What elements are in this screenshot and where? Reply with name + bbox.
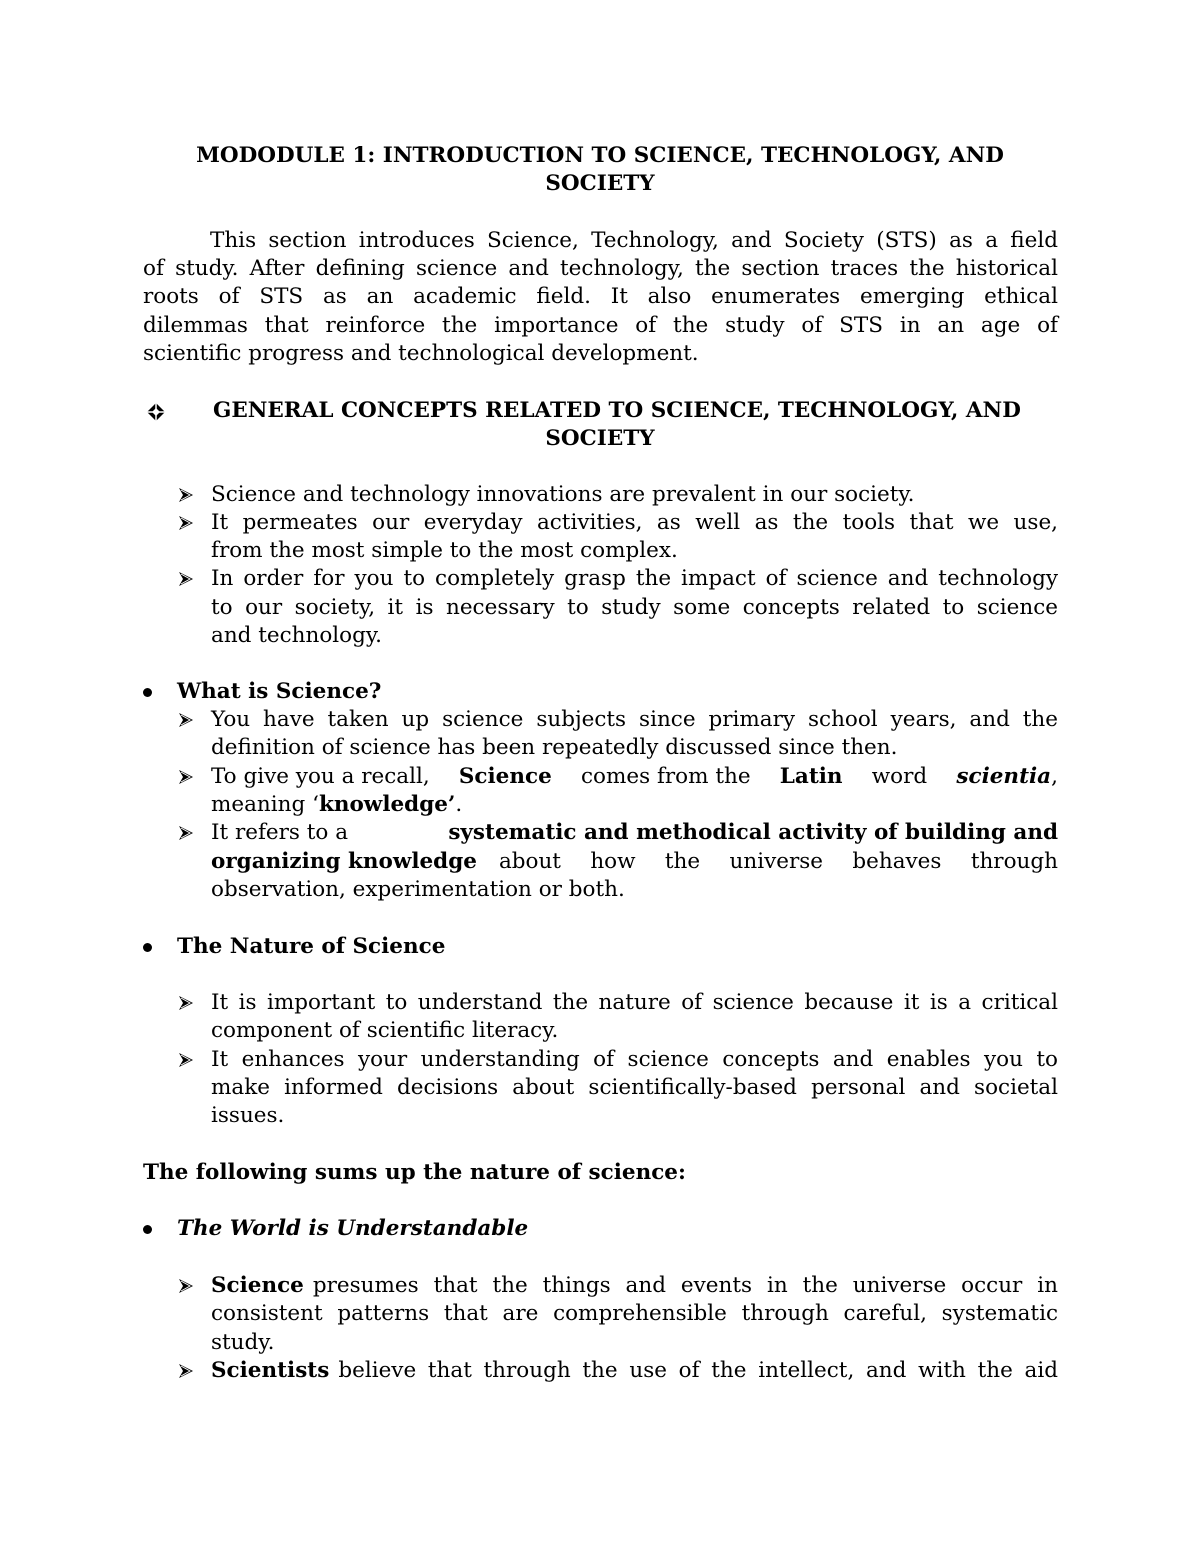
- world-item-1-line-3: study.: [211, 1330, 275, 1355]
- world-understandable-heading: The World is Understandable: [177, 1216, 529, 1241]
- what-is-science-item-3-line-3: observation, experimentation or both.: [211, 877, 625, 902]
- arrow-bullet-icon: [178, 1052, 194, 1068]
- text-run: word: [871, 764, 928, 789]
- text-run: It refers to a: [211, 820, 349, 845]
- text-run: To give you a recall,: [211, 764, 430, 789]
- round-bullet-icon: [143, 688, 152, 697]
- general-concepts-item-2-line-1: It permeates our everyday activities, as well as the tools that we use,: [211, 510, 1058, 535]
- nature-of-science-item-2-line-2: make informed decisions about scientifically-based personal and societal: [211, 1075, 1058, 1100]
- nature-of-science-item-2-line-3: issues.: [211, 1103, 285, 1128]
- intro-paragraph-line-3: roots of STS as an academic field. It also enumerates emerging ethical: [143, 284, 1058, 309]
- text-run: presumes that the things and events in the universe occur in: [312, 1273, 1058, 1298]
- text-run-bold: Scientists: [211, 1358, 330, 1383]
- module-title-line-1: MODODULE 1: INTRODUCTION TO SCIENCE, TECHNOLOGY, AND: [196, 143, 1004, 168]
- following-heading: The following sums up the nature of science:: [143, 1160, 686, 1185]
- text-run: about how the universe behaves through: [498, 849, 1058, 874]
- text-run-bold: systematic and methodical activity of building and: [448, 820, 1058, 845]
- general-concepts-heading-line-2: SOCIETY: [545, 426, 655, 451]
- what-is-science-item-2-line-1: [211, 762, 1058, 792]
- nature-of-science-item-1-line-2: component of scientific literacy.: [211, 1018, 559, 1043]
- round-bullet-icon: [143, 1225, 152, 1234]
- arrow-bullet-icon: [178, 571, 194, 587]
- general-concepts-item-3-line-3: and technology.: [211, 623, 383, 648]
- intro-paragraph-line-2: of study. After defining science and technology, the section traces the historical: [143, 256, 1058, 281]
- text-run-bold: Science: [211, 1273, 304, 1298]
- what-is-science-item-2-line-2: [211, 790, 1058, 820]
- arrow-bullet-icon: [178, 515, 194, 531]
- general-concepts-item-3-line-2: to our society, it is necessary to study some concepts related to science: [211, 595, 1058, 620]
- general-concepts-heading-line-1: GENERAL CONCEPTS RELATED TO SCIENCE, TECHNOLOGY, AND: [213, 398, 1021, 423]
- what-is-science-item-1-line-1: You have taken up science subjects since primary school years, and the: [211, 707, 1058, 732]
- world-item-1-line-2: consistent patterns that are comprehensible through careful, systematic: [211, 1301, 1058, 1326]
- world-item-2-line-1: [211, 1356, 1058, 1386]
- text-run-bold-italic: scientia: [956, 764, 1052, 789]
- arrow-bullet-icon: [178, 769, 194, 785]
- module-title-line-2: SOCIETY: [545, 171, 655, 196]
- arrow-bullet-icon: [178, 825, 194, 841]
- general-concepts-item-3-line-1: In order for you to completely grasp the impact of science and technology: [211, 566, 1058, 591]
- nature-of-science-heading: The Nature of Science: [177, 934, 446, 959]
- what-is-science-heading: What is Science?: [177, 679, 382, 704]
- nature-of-science-item-2-line-1: It enhances your understanding of science concepts and enables you to: [211, 1047, 1058, 1072]
- intro-paragraph-line-5: scientific progress and technological development.: [143, 341, 699, 366]
- text-run: believe that through the use of the intellect, and with the aid: [338, 1358, 1058, 1383]
- text-run-bold: knowledge’: [318, 792, 456, 817]
- text-run-bold: Latin: [779, 764, 843, 789]
- what-is-science-item-3-line-2: [211, 847, 1058, 877]
- arrow-bullet-icon: [178, 712, 194, 728]
- text-run-bold: Science: [458, 764, 552, 789]
- text-run: ,: [1051, 764, 1058, 789]
- nature-of-science-item-1-line-1: It is important to understand the nature of science because it is a critical: [211, 990, 1058, 1015]
- arrow-bullet-icon: [178, 1363, 194, 1379]
- arrow-bullet-icon: [178, 487, 194, 503]
- general-concepts-item-2-line-2: from the most simple to the most complex.: [211, 538, 678, 563]
- arrow-bullet-icon: [178, 995, 194, 1011]
- arrow-bullet-icon: [178, 1278, 194, 1294]
- round-bullet-icon: [143, 943, 152, 952]
- what-is-science-item-3-line-1: [211, 818, 1058, 848]
- text-run: meaning ‘: [211, 792, 319, 817]
- general-concepts-item-1: Science and technology innovations are prevalent in our society.: [211, 482, 915, 507]
- intro-paragraph-line-1: This section introduces Science, Technology, and Society (STS) as a field: [210, 228, 1058, 253]
- what-is-science-item-1-line-2: definition of science has been repeatedly discussed since then.: [211, 735, 898, 760]
- diamond-bullet-icon: [146, 402, 166, 422]
- text-run-bold: organizing knowledge: [211, 849, 477, 874]
- intro-paragraph-line-4: dilemmas that reinforce the importance of the study of STS in an age of: [143, 313, 1058, 338]
- world-item-1-line-1: [211, 1271, 1058, 1301]
- text-run: .: [455, 792, 463, 817]
- text-run: comes from the: [580, 764, 751, 789]
